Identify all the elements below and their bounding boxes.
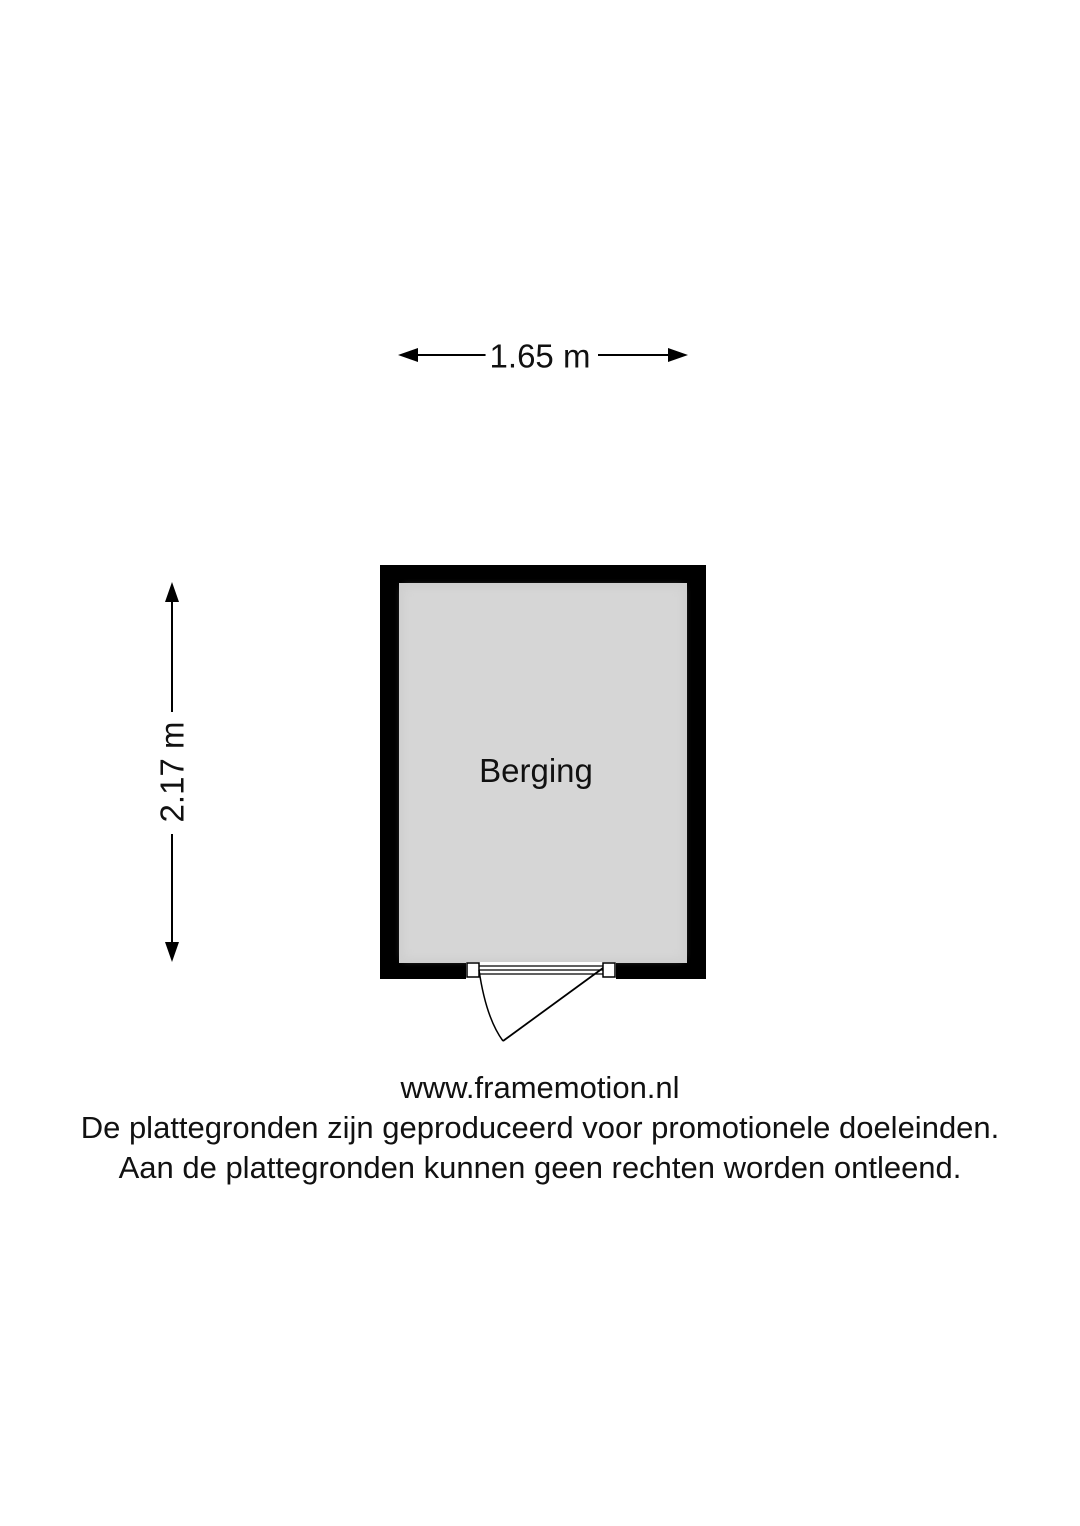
disclaimer-line-2: Aan de plattegronden kunnen geen rechten worden ontleend. xyxy=(118,1150,962,1185)
footer xyxy=(0,1068,1080,1188)
width-dimension-label: 1.65 m xyxy=(486,340,595,373)
room-label-berging: Berging xyxy=(479,752,593,789)
door xyxy=(466,962,616,1041)
website-text: www.framemotion.nl xyxy=(400,1070,680,1105)
disclaimer-line-1: De plattegronden zijn geproduceerd voor promotionele doeleinden. xyxy=(80,1110,1000,1145)
height-dimension-label: 2.17 m xyxy=(156,718,189,827)
